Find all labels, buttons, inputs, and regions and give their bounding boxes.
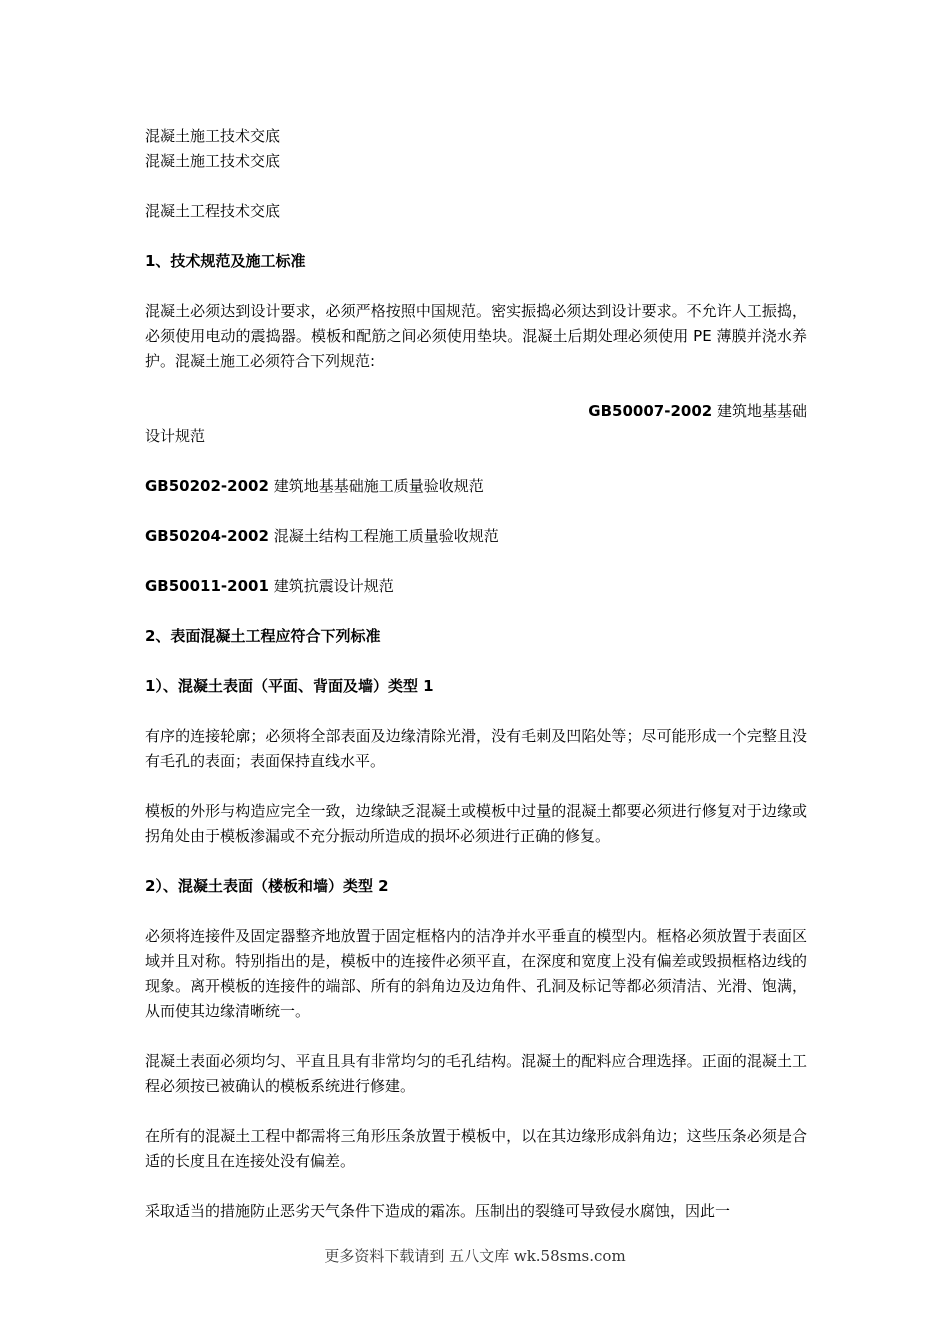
standard-code: GB50011-2001: [145, 577, 269, 595]
paragraph: 有序的连接轮廓；必须将全部表面及边缘清除光滑，没有毛刺及凹陷处等；尽可能形成一个完整且没有毛孔的表面；表面保持直线水平。: [145, 727, 807, 770]
paragraph: 在所有的混凝土工程中都需将三角形压条放置于模板中，以在其边缘形成斜角边；这些压条必须是合适的长度且在连接处没有偏差。: [145, 1127, 807, 1170]
paragraph: 模板的外形与构造应完全一致，边缘缺乏混凝土或模板中过量的混凝土都要必须进行修复对于边缘或拐角处由于模板渗漏或不充分振动所造成的损坏必须进行正确的修复。: [145, 802, 807, 845]
standard-code: GB50202-2002: [145, 477, 269, 495]
standard-item-continuation: 设计规范: [145, 427, 206, 445]
document-body: [145, 124, 807, 1224]
standard-name: 建筑地基基础施工质量验收规范: [273, 477, 484, 495]
paragraph-truncated: 采取适当的措施防止恶劣天气条件下造成的霜冻。压制出的裂缝可导致侵水腐蚀，因此一: [145, 1202, 731, 1220]
section-1-paragraph: 混凝土必须达到设计要求，必须严格按照中国规范。密实振捣必须达到设计要求。不允许人工振捣，必须使用电动的震捣器。模板和配筋之间必须使用垫块。混凝土后期处理必须使用 PE 薄膜并浇水养护。混凝土施工必须符合下列规范:: [145, 302, 807, 370]
standard-name: 混凝土结构工程施工质量验收规范: [273, 527, 499, 545]
subsection-heading-1: 1）、混凝土表面（平面、背面及墙）类型 1: [145, 677, 434, 695]
standard-item: [145, 399, 807, 424]
paragraph: 混凝土表面必须均匀、平直且具有非常均匀的毛孔结构。混凝土的配料应合理选择。正面的混凝土工程必须按已被确认的模板系统进行修建。: [145, 1052, 807, 1095]
standard-item: [145, 474, 807, 499]
standard-item: [145, 524, 807, 549]
doc-title: 混凝土施工技术交底: [145, 127, 281, 145]
standard-name: 建筑地基基础: [716, 402, 807, 420]
page-footer: 更多资料下载请到 五八文库 wk.58sms.com: [324, 1247, 626, 1265]
paragraph: 必须将连接件及固定器整齐地放置于固定框格内的洁净并水平垂直的模型内。框格必须放置于表面区域并且对称。特别指出的是，模板中的连接件必须平直，在深度和宽度上没有偏差或毁损框格边线的现象。离开模板的连接件的端部、所有的斜角边及边角件、孔洞及标记等都必须清洁、光滑、饱满，从而使其边缘清晰统一。: [145, 927, 807, 1020]
section-heading-1: 1、技术规范及施工标准: [145, 252, 306, 270]
doc-title-repeat: 混凝土施工技术交底: [145, 152, 281, 170]
standard-code: GB50007-2002: [588, 402, 713, 420]
section-heading-2: 2、表面混凝土工程应符合下列标准: [145, 627, 381, 645]
standard-item: [145, 574, 807, 599]
subsection-heading-2: 2）、混凝土表面（楼板和墙）类型 2: [145, 877, 389, 895]
doc-subtitle: 混凝土工程技术交底: [145, 202, 281, 220]
standard-code: GB50204-2002: [145, 527, 269, 545]
standard-name: 建筑抗震设计规范: [273, 577, 394, 595]
